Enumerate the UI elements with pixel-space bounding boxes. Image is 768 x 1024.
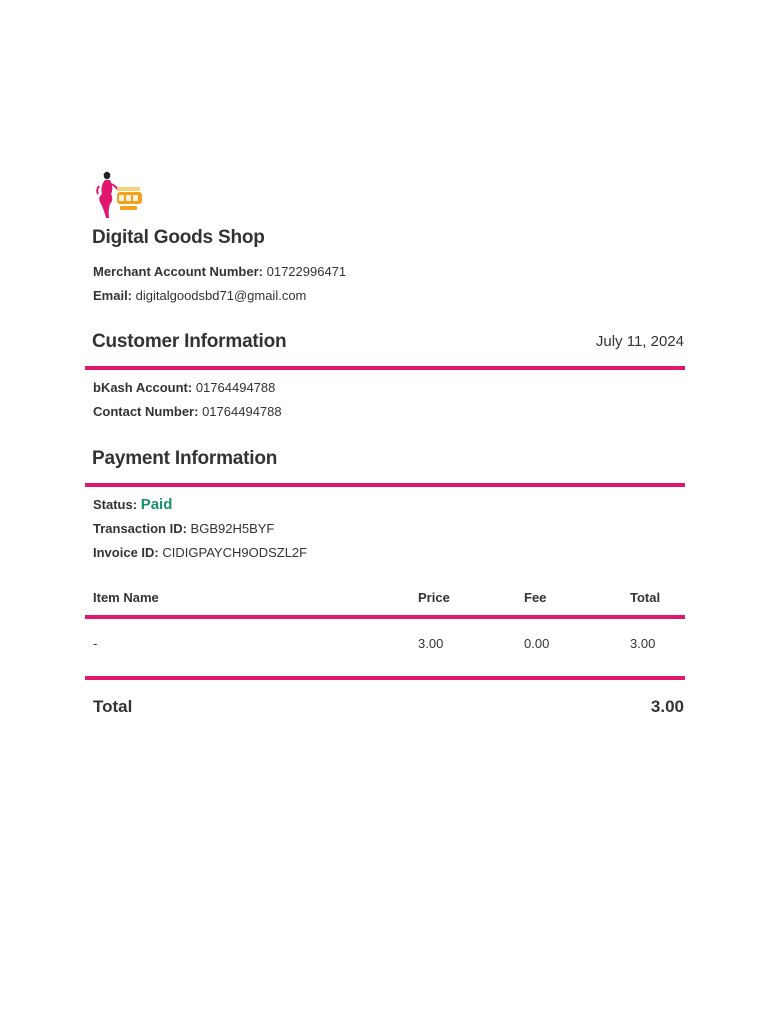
status-line <box>93 496 172 513</box>
shop-logo-graphic <box>92 170 146 222</box>
invoice-date: July 11, 2024 <box>595 333 684 350</box>
table-header-fee: Fee <box>524 590 547 605</box>
row-total: 3.00 <box>630 636 656 651</box>
bkash-account-value: 01764494788 <box>195 380 276 395</box>
payment-info-title: Payment Information <box>92 448 278 469</box>
transaction-id-value: BGB92H5BYF <box>190 521 275 536</box>
contact-number-value: 01764494788 <box>202 404 282 419</box>
customer-divider <box>85 366 685 370</box>
status-badge: Paid <box>140 496 173 513</box>
transaction-id-line <box>93 521 274 536</box>
merchant-account-label: Merchant Account Number: <box>93 264 263 279</box>
invoice-id-label: Invoice ID: <box>93 545 159 560</box>
row-price: 3.00 <box>418 636 444 651</box>
grand-total-label: Total <box>93 697 133 716</box>
bkash-account-label: bKash Account: <box>93 380 193 395</box>
grand-total-value: 3.00 <box>650 697 684 716</box>
invoice-id-value: CIDIGPAYCH9ODSZL2F <box>162 545 308 560</box>
shop-name: Digital Goods Shop <box>92 227 265 248</box>
status-label: Status: <box>93 497 138 512</box>
merchant-email-value[interactable]: digitalgoodsbd71@gmail.com <box>135 288 307 303</box>
row-item-name: - <box>93 636 98 651</box>
merchant-account-value: 01722996471 <box>266 264 347 279</box>
table-header-total: Total <box>630 590 661 605</box>
row-fee: 0.00 <box>524 636 550 651</box>
invoice-id-line <box>93 545 307 560</box>
merchant-account-line <box>93 264 346 279</box>
contact-number-label: Contact Number: <box>93 404 199 419</box>
transaction-id-label: Transaction ID: <box>93 521 187 536</box>
contact-number-line <box>93 404 282 419</box>
table-header-price: Price <box>418 590 450 605</box>
table-header-item: Item Name <box>93 590 159 605</box>
payment-divider <box>85 483 685 487</box>
bkash-account-line <box>93 380 275 395</box>
merchant-email-line <box>93 288 306 303</box>
shop-logo <box>92 170 146 222</box>
table-header-divider <box>85 615 685 619</box>
table-footer-divider <box>85 676 685 680</box>
merchant-email-label: Email: <box>93 288 133 303</box>
customer-info-title: Customer Information <box>92 331 287 352</box>
